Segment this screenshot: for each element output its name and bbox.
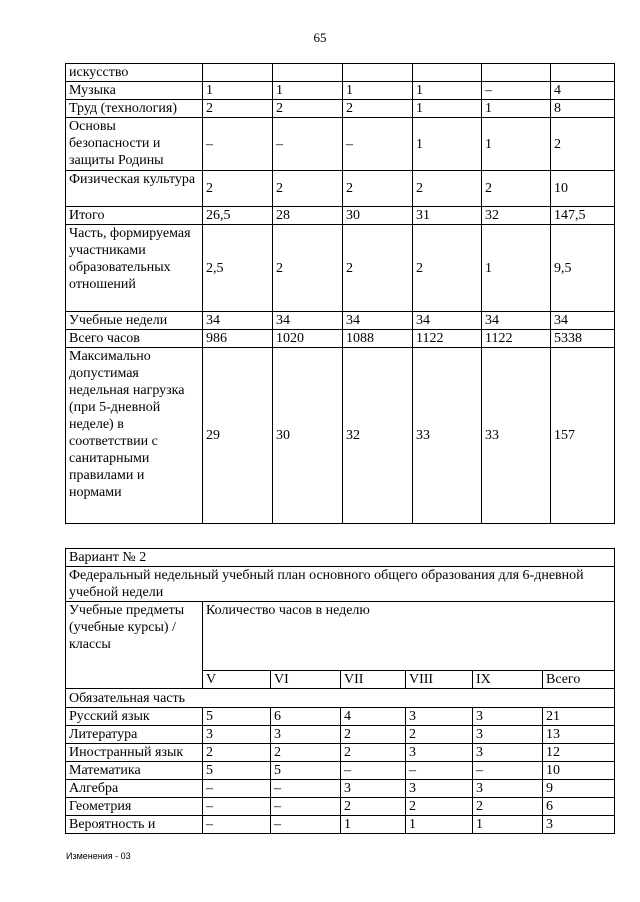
hours-cell: 3 xyxy=(341,780,406,798)
subject-cell: Алгебра xyxy=(66,780,203,798)
hours-cell: 2 xyxy=(343,171,413,207)
hours-cell: 10 xyxy=(551,171,615,207)
hours-cell: 1020 xyxy=(273,330,343,348)
hours-cell: 1 xyxy=(406,816,473,834)
hours-cell: 21 xyxy=(543,708,615,726)
hours-cell: 33 xyxy=(482,348,551,524)
hours-cell: – xyxy=(343,118,413,171)
subject-cell: Геометрия xyxy=(66,798,203,816)
hours-cell: – xyxy=(482,82,551,100)
variant-label: Вариант № 2 xyxy=(66,549,615,567)
hours-cell: 3 xyxy=(473,780,543,798)
hours-cell: 2 xyxy=(273,225,343,312)
table-row xyxy=(66,171,615,207)
hours-cell: 2 xyxy=(271,744,341,762)
table-row xyxy=(66,118,615,171)
hours-cell: 3 xyxy=(473,708,543,726)
hours-cell: 3 xyxy=(543,816,615,834)
hours-cell: 34 xyxy=(413,312,482,330)
hours-cell: 3 xyxy=(203,726,271,744)
hours-cell: 2 xyxy=(203,171,273,207)
plan-title: Федеральный недельный учебный план основного общего образования для 6-дневной учебной недели xyxy=(66,567,615,602)
hours-cell xyxy=(273,64,343,82)
hours-cell: 2,5 xyxy=(203,225,273,312)
hours-cell: – xyxy=(203,816,271,834)
hours-cell: 147,5 xyxy=(551,207,615,225)
hours-cell: 2 xyxy=(203,100,273,118)
hours-cell: 2 xyxy=(343,100,413,118)
hours-cell: 1 xyxy=(203,82,273,100)
hours-cell: 10 xyxy=(543,762,615,780)
hours-cell: 6 xyxy=(271,708,341,726)
curriculum-table-5day xyxy=(65,63,615,524)
hours-cell: 3 xyxy=(271,726,341,744)
hours-cell: 2 xyxy=(551,118,615,171)
hours-cell: – xyxy=(273,118,343,171)
hours-header: Количество часов в неделю xyxy=(203,602,615,671)
class-header: VI xyxy=(271,671,341,689)
table-row xyxy=(66,100,615,118)
subject-cell: Максимально допустимая недельная нагрузка (при 5-дневной неделе) в соответствии с санитарными правилами и нормами xyxy=(66,348,203,524)
hours-cell: 1 xyxy=(482,118,551,171)
hours-cell xyxy=(203,64,273,82)
hours-cell: 3 xyxy=(406,708,473,726)
hours-cell: – xyxy=(203,118,273,171)
hours-cell: 1 xyxy=(482,100,551,118)
hours-cell xyxy=(551,64,615,82)
hours-cell: 1122 xyxy=(482,330,551,348)
table-row xyxy=(66,82,615,100)
table-row xyxy=(66,330,615,348)
hours-cell: 12 xyxy=(543,744,615,762)
hours-cell: 1 xyxy=(273,82,343,100)
hours-cell: 30 xyxy=(343,207,413,225)
variant-row xyxy=(66,549,615,567)
hours-cell: 1122 xyxy=(413,330,482,348)
plan-title-row xyxy=(66,567,615,602)
table-row xyxy=(66,744,615,762)
hours-cell: – xyxy=(406,762,473,780)
hours-cell: 2 xyxy=(341,726,406,744)
hours-cell: 2 xyxy=(406,798,473,816)
hours-cell: 34 xyxy=(343,312,413,330)
hours-cell: 2 xyxy=(473,798,543,816)
hours-cell xyxy=(482,64,551,82)
hours-cell xyxy=(343,64,413,82)
hours-cell: – xyxy=(271,780,341,798)
hours-cell xyxy=(413,64,482,82)
hours-cell: 1 xyxy=(413,82,482,100)
table2-body xyxy=(66,549,615,708)
hours-cell: 986 xyxy=(203,330,273,348)
hours-cell: 4 xyxy=(551,82,615,100)
subject-cell: Часть, формируемая участниками образовательных отношений xyxy=(66,225,203,312)
hours-cell: 1 xyxy=(473,816,543,834)
hours-cell: 3 xyxy=(406,780,473,798)
hours-cell: 13 xyxy=(543,726,615,744)
table-row xyxy=(66,762,615,780)
hours-cell: 6 xyxy=(543,798,615,816)
subject-cell: Иностранный язык xyxy=(66,744,203,762)
table-row xyxy=(66,780,615,798)
header-row xyxy=(66,602,615,671)
footer-note: Изменения - 03 xyxy=(66,851,131,861)
hours-cell: 9 xyxy=(543,780,615,798)
hours-cell: 2 xyxy=(341,798,406,816)
hours-cell: 2 xyxy=(203,744,271,762)
subject-cell: Русский язык xyxy=(66,708,203,726)
section-row xyxy=(66,689,615,708)
hours-cell: 2 xyxy=(406,726,473,744)
hours-cell: 5 xyxy=(271,762,341,780)
subject-cell: Музыка xyxy=(66,82,203,100)
subject-cell: Основы безопасности и защиты Родины xyxy=(66,118,203,171)
hours-cell: 33 xyxy=(413,348,482,524)
table-row xyxy=(66,708,615,726)
hours-cell: – xyxy=(341,762,406,780)
hours-cell: 30 xyxy=(273,348,343,524)
hours-cell: 29 xyxy=(203,348,273,524)
hours-cell: 1 xyxy=(341,816,406,834)
class-header: VIII xyxy=(406,671,473,689)
hours-cell: 2 xyxy=(413,171,482,207)
subject-cell: Математика xyxy=(66,762,203,780)
hours-cell: 2 xyxy=(273,100,343,118)
class-header: IX xyxy=(473,671,543,689)
hours-cell: 31 xyxy=(413,207,482,225)
hours-cell: 3 xyxy=(406,744,473,762)
page-number: 65 xyxy=(313,30,327,45)
hours-cell: 2 xyxy=(341,744,406,762)
curriculum-table-6day xyxy=(65,548,615,834)
subject-cell: Труд (технология) xyxy=(66,100,203,118)
hours-cell: – xyxy=(271,816,341,834)
hours-cell: 1 xyxy=(343,82,413,100)
subject-cell: Учебные недели xyxy=(66,312,203,330)
section-label: Обязательная часть xyxy=(66,689,615,708)
hours-cell: 5 xyxy=(203,762,271,780)
table2-rows xyxy=(66,708,615,834)
hours-cell: 28 xyxy=(273,207,343,225)
hours-cell: 8 xyxy=(551,100,615,118)
hours-cell: 5338 xyxy=(551,330,615,348)
subject-cell: Всего часов xyxy=(66,330,203,348)
hours-cell: 26,5 xyxy=(203,207,273,225)
hours-cell: 3 xyxy=(473,726,543,744)
hours-cell: 4 xyxy=(341,708,406,726)
hours-cell: 5 xyxy=(203,708,271,726)
table-row xyxy=(66,726,615,744)
hours-cell: 2 xyxy=(413,225,482,312)
hours-cell: 32 xyxy=(482,207,551,225)
table-row xyxy=(66,64,615,82)
hours-cell: – xyxy=(203,798,271,816)
table-row xyxy=(66,816,615,834)
hours-cell: 34 xyxy=(482,312,551,330)
hours-cell: 34 xyxy=(273,312,343,330)
hours-cell: 2 xyxy=(482,171,551,207)
subjects-header: Учебные предметы (учебные курсы) / классы xyxy=(66,602,203,689)
table1-body xyxy=(66,64,615,524)
class-header: VII xyxy=(341,671,406,689)
hours-cell: 2 xyxy=(273,171,343,207)
class-header: V xyxy=(203,671,271,689)
hours-cell: 34 xyxy=(551,312,615,330)
table-row xyxy=(66,798,615,816)
hours-cell: 34 xyxy=(203,312,273,330)
subject-cell: Физическая культура xyxy=(66,171,203,207)
subject-cell: искусство xyxy=(66,64,203,82)
subject-cell: Вероятность и xyxy=(66,816,203,834)
class-header: Всего xyxy=(543,671,615,689)
hours-cell: – xyxy=(203,780,271,798)
hours-cell: – xyxy=(271,798,341,816)
hours-cell: 1088 xyxy=(343,330,413,348)
hours-cell: 1 xyxy=(482,225,551,312)
hours-cell: 1 xyxy=(413,118,482,171)
hours-cell: 157 xyxy=(551,348,615,524)
subject-cell: Итого xyxy=(66,207,203,225)
hours-cell: 3 xyxy=(473,744,543,762)
hours-cell: 1 xyxy=(413,100,482,118)
hours-cell: 2 xyxy=(343,225,413,312)
subject-cell: Литература xyxy=(66,726,203,744)
hours-cell: – xyxy=(473,762,543,780)
table-row xyxy=(66,225,615,312)
table-row xyxy=(66,312,615,330)
table-row xyxy=(66,207,615,225)
hours-cell: 32 xyxy=(343,348,413,524)
hours-cell: 9,5 xyxy=(551,225,615,312)
table-row xyxy=(66,348,615,524)
